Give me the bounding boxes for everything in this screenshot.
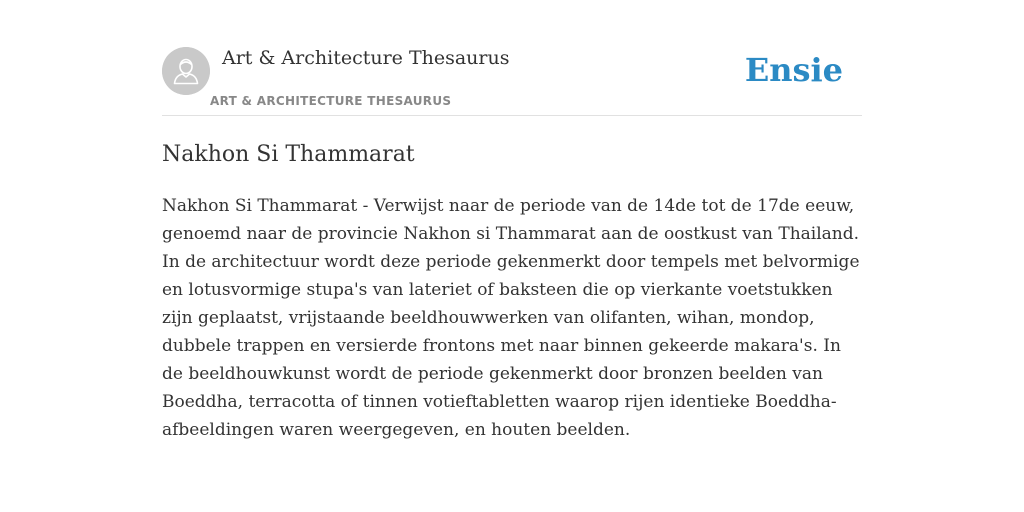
entry-title: Nakhon Si Thammarat bbox=[162, 142, 415, 167]
avatar[interactable] bbox=[162, 47, 210, 95]
source-header bbox=[162, 40, 862, 116]
source-subtitle: ART & ARCHITECTURE THESAURUS bbox=[210, 94, 452, 108]
brand-logo[interactable]: Ensie bbox=[744, 51, 843, 89]
entry-definition: Nakhon Si Thammarat - Verwijst naar de periode van de 14de tot de 17de eeuw, genoemd naar de provincie Nakhon si Thammarat aan de oostkust van Thailand. In de architectuur wordt deze periode gekenmerkt door tempels met belvormige en lotusvormige stupa's van lateriet of baksteen die op vierkante voetstukken zijn geplaatst, vrijstaande beeldhouwwerken van olifanten, wihan, mondop, dubbele trappen en versierde frontons met naar binnen gekeerde makara's. In de beeldhouwkunst wordt de periode gekenmerkt door bronzen beelden van Boeddha, terracotta of tinnen votieftabletten waarop rijen identieke Boeddha-afbeeldingen waren weergegeven, en houten beelden. bbox=[162, 196, 860, 440]
user-silhouette-icon bbox=[162, 47, 210, 95]
source-title[interactable]: Art & Architecture Thesaurus bbox=[222, 47, 510, 69]
